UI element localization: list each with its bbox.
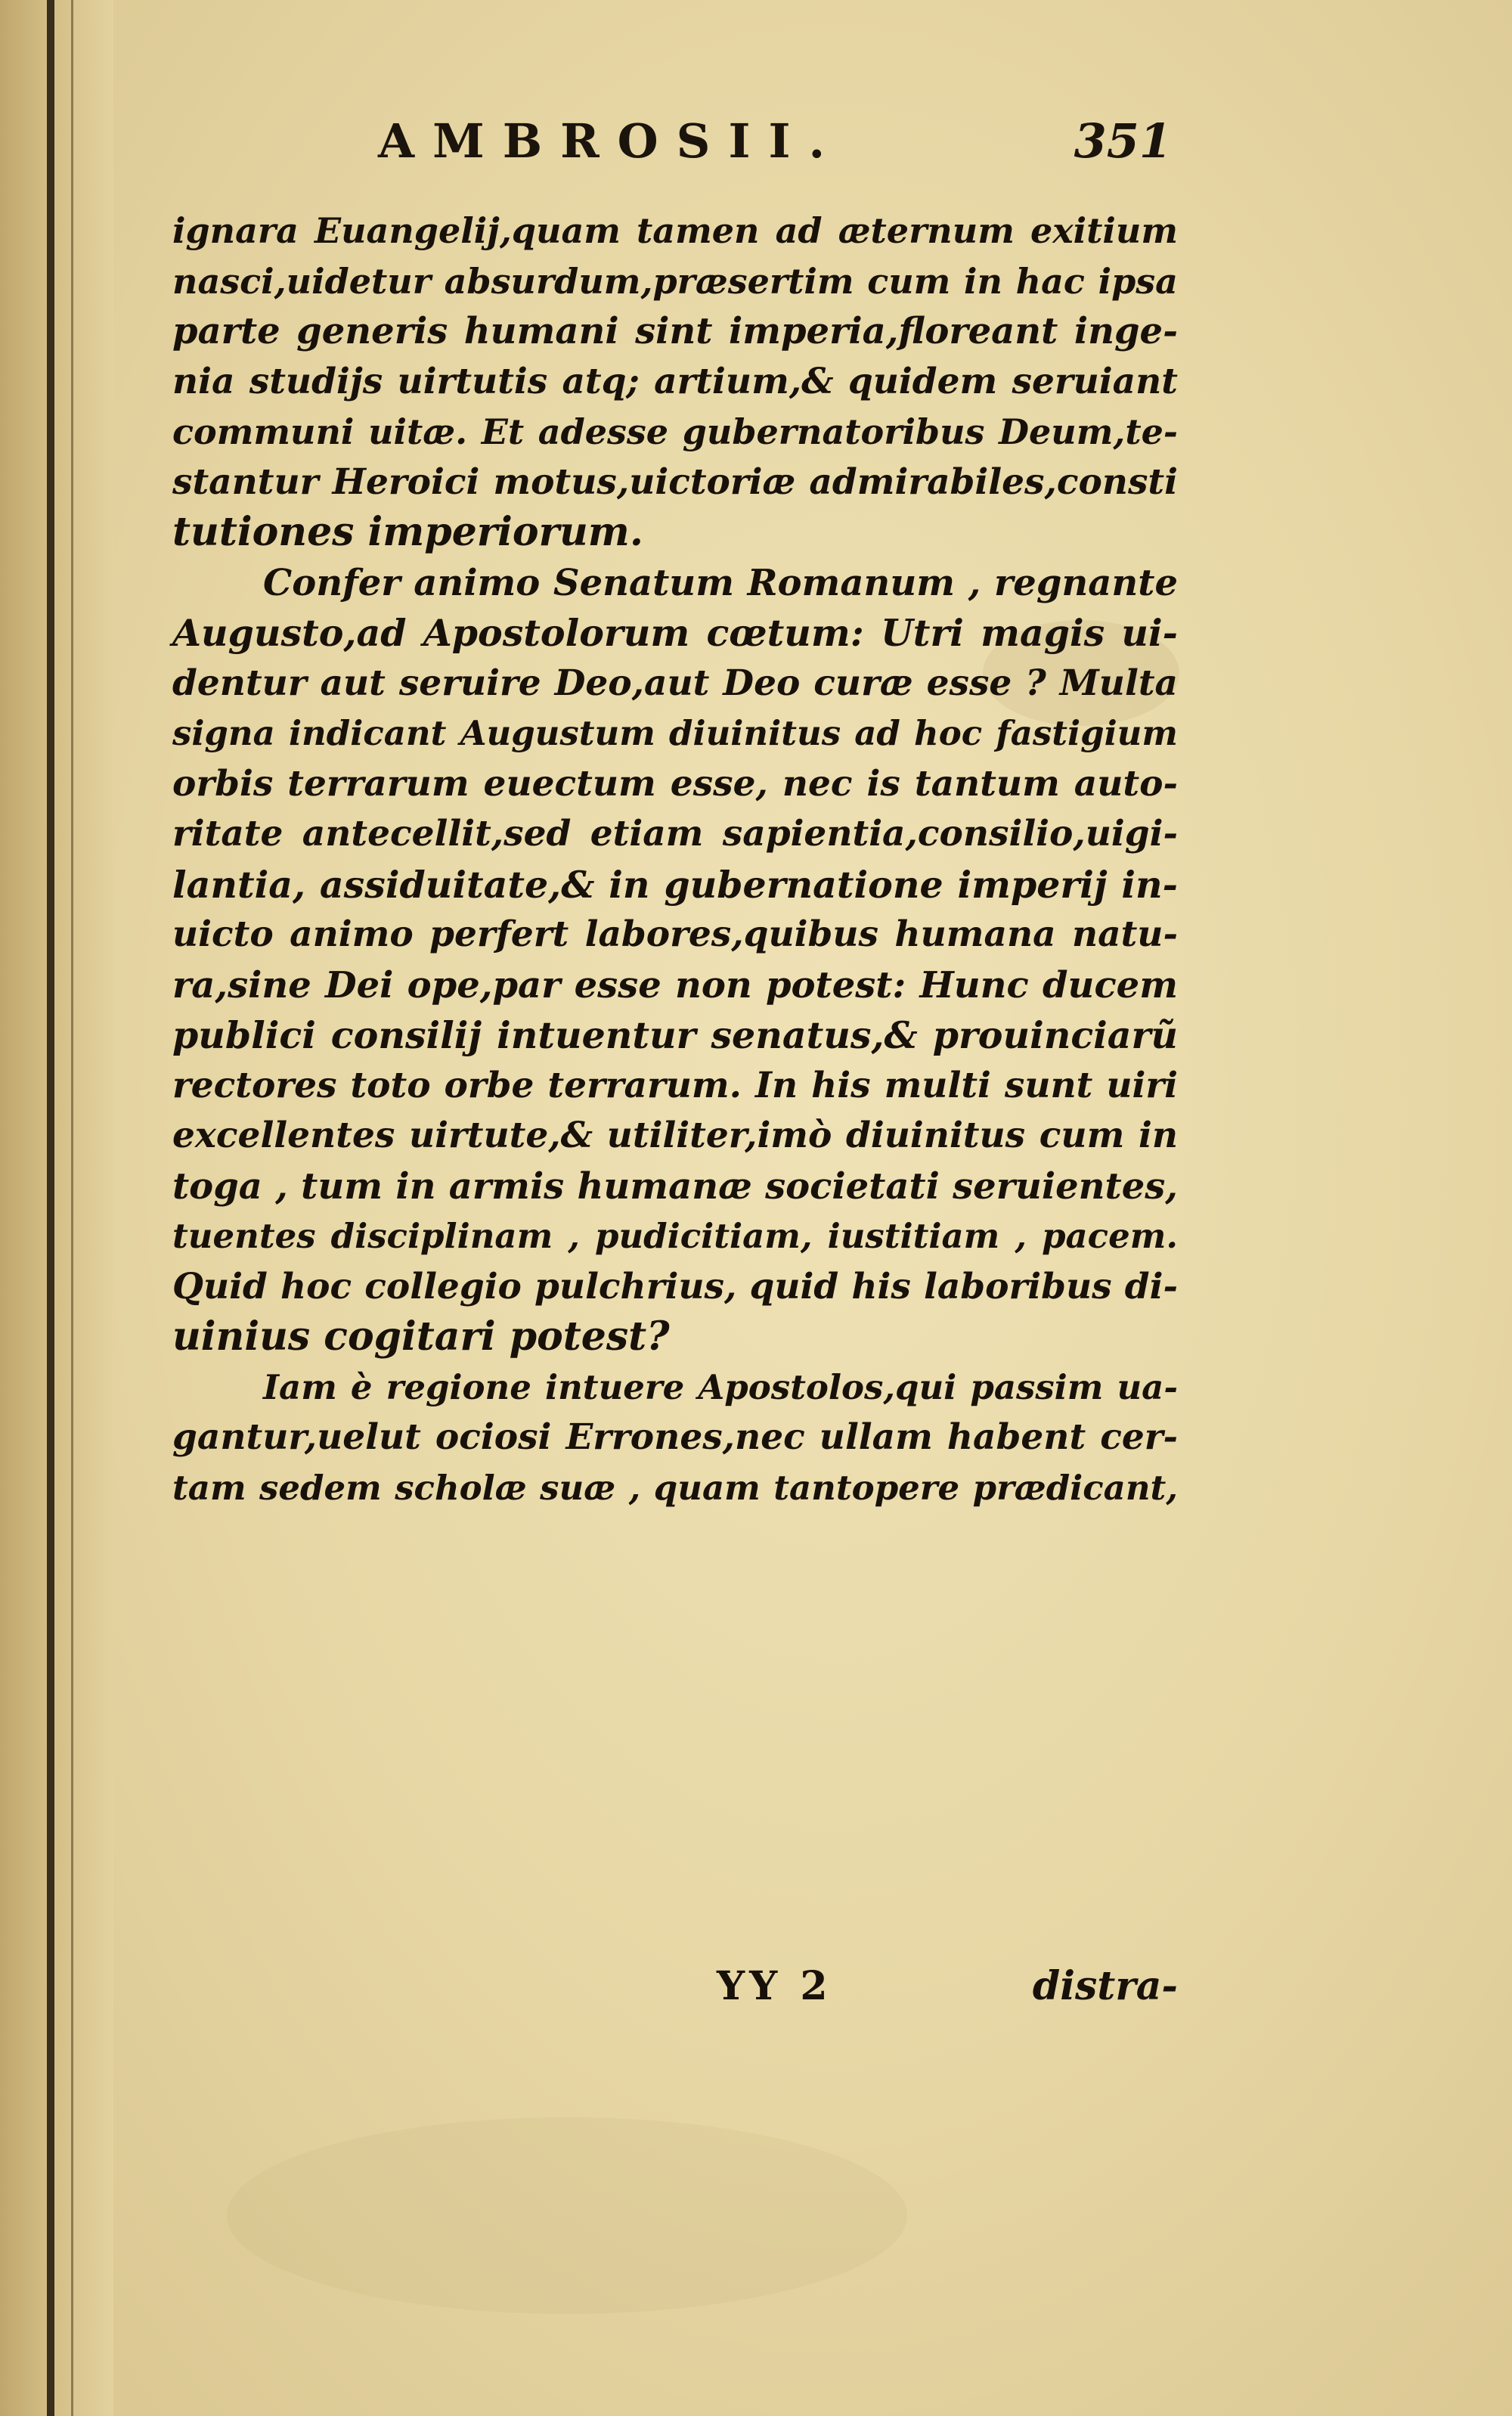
text-line: tuentes disciplinam , pudicitiam, iustitiam , pacem. (172, 1216, 1178, 1256)
paper-stain (227, 2117, 907, 2314)
text-line: rectores toto orbe terrarum. In his multi sunt uiri (172, 1064, 1178, 1106)
text-line: Quid hoc collegio pulchrius, quid his laboribus di- (172, 1265, 1178, 1307)
text-line: dentur aut seruire Deo,aut Deo curæ esse ? Multa (172, 662, 1178, 704)
text-line: tutiones imperiorum. (172, 509, 643, 555)
page-header (174, 113, 1172, 181)
page-footer (172, 1963, 1178, 2013)
text-line: communi uitæ. Et adesse gubernatoribus Deum,te- (172, 411, 1178, 452)
text-line: excellentes uirtute,& utiliter,imò diuinitus cum in (172, 1115, 1178, 1156)
text-line: ignara Euangelij,quam tamen ad æternum exitium (172, 210, 1178, 251)
text-line: publici consilij intuentur senatus,& prouinciarũ (172, 1013, 1178, 1057)
page-gutter (0, 0, 113, 2416)
text-line: lantia, assiduitate,& in gubernatione imperij in- (172, 862, 1178, 907)
text-line: Iam è regione intuere Apostolos,qui passim ua- (263, 1366, 1178, 1407)
text-line: signa indicant Augustum diuinitus ad hoc fastigium (172, 713, 1178, 753)
text-line: tam sedem scholæ suæ , quam tantopere prædicant, (172, 1467, 1178, 1508)
text-line: Confer animo Senatum Romanum , regnante (263, 561, 1178, 604)
text-line: gantur,uelut ociosi Errones,nec ullam habent cer- (172, 1416, 1178, 1458)
text-line: orbis terrarum euectum esse, nec is tantum auto- (172, 762, 1178, 805)
text-line: stantur Heroici motus,uictoriæ admirabiles,consti (172, 461, 1178, 503)
binding-edge (47, 0, 54, 2416)
text-line: nia studijs uirtutis atq; artium,& quidem seruiant (172, 360, 1178, 402)
text-line: uinius cogitari potest? (172, 1313, 670, 1360)
binding-shadow (71, 0, 73, 2416)
text-line: uicto animo perfert labores,quibus humana natu- (172, 913, 1178, 955)
text-line: toga , tum in armis humanæ societati seruientes, (172, 1165, 1178, 1208)
signature-mark: YY 2 (717, 1963, 832, 2009)
running-head: AMBROSII. (378, 113, 844, 169)
text-line: ritate antecellit,sed etiam sapientia,consilio,uigi- (172, 813, 1178, 854)
text-line: Augusto,ad Apostolorum cœtum: Utri magis ui- (172, 611, 1178, 655)
page-number: 351 (1074, 113, 1172, 169)
text-line: nasci,uidetur absurdum,præsertim cum in hac ipsa (172, 260, 1178, 302)
text-line: parte generis humani sint imperia,floreant inge- (172, 310, 1178, 352)
body-text (172, 206, 1178, 1513)
text-line: ra,sine Dei ope,par esse non potest: Hunc ducem (172, 963, 1178, 1006)
catchword: distra- (1032, 1963, 1178, 2009)
